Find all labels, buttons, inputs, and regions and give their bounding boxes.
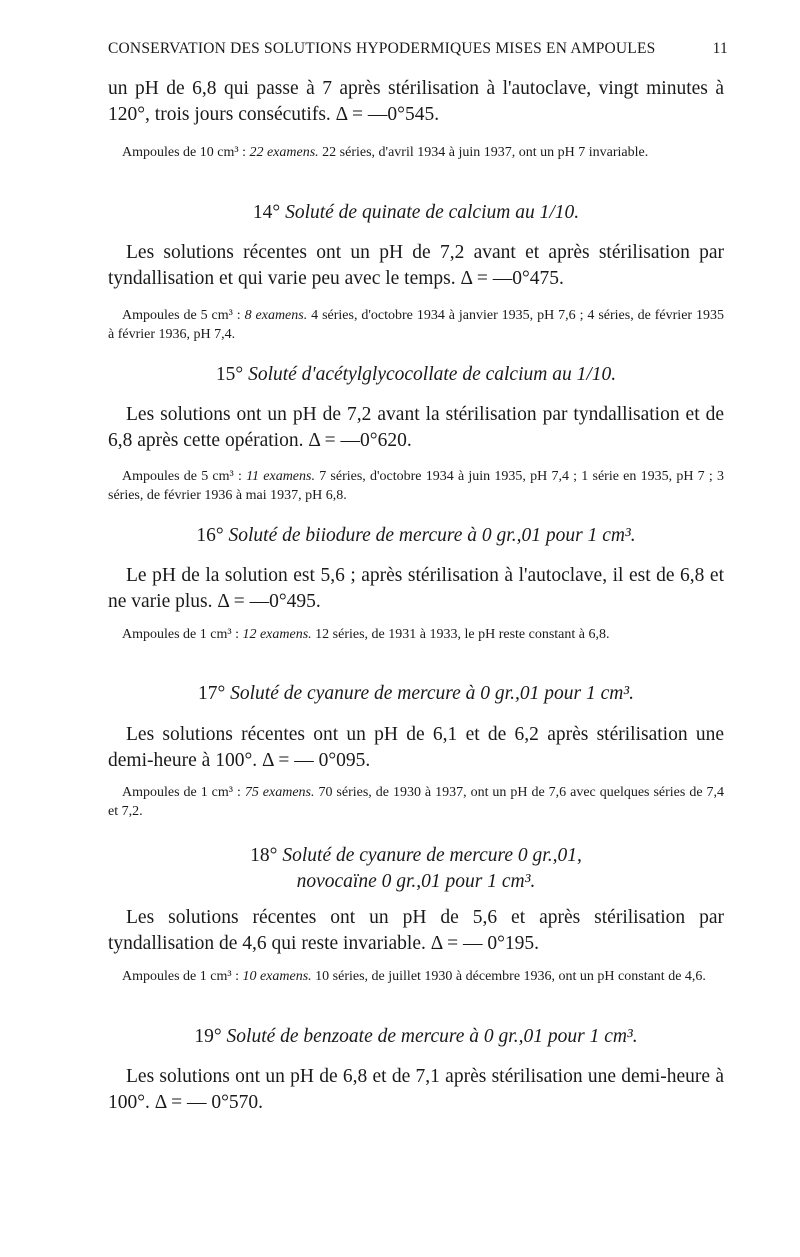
note-paragraph: Ampoules de 5 cm³ : 11 examens. 7 séries, d'octobre 1934 à juin 1935, pH 7,4 ; 1 série en 1935, pH 7 ; 3 séries, de février 1936 à mai 1937, pH 6,8. <box>108 469 724 503</box>
body-paragraph: Les solutions récentes ont un pH de 7,2 avant et après stérilisation par tyndallisation et qui varie peu avec le temps. Δ = —0°475. <box>108 242 724 289</box>
page-number: 11 <box>712 40 728 57</box>
body-paragraph: Les solutions ont un pH de 6,8 et de 7,1 après stérilisation une demi-heure à 100°. Δ = — 0°570. <box>108 1066 724 1113</box>
body-paragraph: Les solutions ont un pH de 7,2 avant la stérilisation par tyndallisation et de 6,8 après cette opération. Δ = —0°620. <box>108 404 724 451</box>
section-heading-17: 17° Soluté de cyanure de mercure à 0 gr.,01 pour 1 cm³. <box>197 683 635 704</box>
section-heading-16: 16° Soluté de biiodure de mercure à 0 gr.,01 pour 1 cm³. <box>196 525 636 546</box>
note-paragraph: Ampoules de 10 cm³ : 22 examens. 22 séries, d'avril 1934 à juin 1937, ont un pH 7 invariable. <box>122 145 649 160</box>
body-paragraph-continued: un pH de 6,8 qui passe à 7 après stérilisation à l'autoclave, vingt minutes à 120°, trois jours consécutifs. Δ = —0°545. <box>108 78 724 125</box>
note-paragraph: Ampoules de 1 cm³ : 75 examens. 70 séries, de 1930 à 1937, ont un pH de 7,6 avec quelques séries de 7,4 et 7,2. <box>108 785 724 819</box>
note-paragraph: Ampoules de 1 cm³ : 10 examens. 10 séries, de juillet 1930 à décembre 1936, ont un pH constant de 4,6. <box>122 969 706 984</box>
running-title: CONSERVATION DES SOLUTIONS HYPODERMIQUES MISES EN AMPOULES <box>108 40 656 57</box>
body-paragraph: Les solutions récentes ont un pH de 5,6 et après stérilisation par tyndallisation de 4,6 qui reste invariable. Δ = — 0°195. <box>108 907 724 954</box>
running-header <box>108 40 728 58</box>
note-paragraph: Ampoules de 1 cm³ : 12 examens. 12 séries, de 1931 à 1933, le pH reste constant à 6,8. <box>122 627 610 642</box>
section-heading-15: 15° Soluté d'acétylglycocollate de calcium au 1/10. <box>215 364 617 385</box>
section-heading-18: 18° Soluté de cyanure de mercure 0 gr.,01, novocaïne 0 gr.,01 pour 1 cm³. <box>250 845 582 892</box>
section-heading-19: 19° Soluté de benzoate de mercure à 0 gr.,01 pour 1 cm³. <box>194 1026 638 1047</box>
body-paragraph: Les solutions récentes ont un pH de 6,1 et de 6,2 après stérilisation une demi-heure à 100°. Δ = — 0°095. <box>108 724 724 771</box>
body-paragraph: Le pH de la solution est 5,6 ; après stérilisation à l'autoclave, il est de 6,8 et ne varie plus. Δ = —0°495. <box>108 565 724 612</box>
note-paragraph: Ampoules de 5 cm³ : 8 examens. 4 séries, d'octobre 1934 à janvier 1935, pH 7,6 ; 4 séries, de février 1935 à février 1936, pH 7,4. <box>108 308 724 342</box>
section-heading-14: 14° Soluté de quinate de calcium au 1/10. <box>252 202 580 223</box>
